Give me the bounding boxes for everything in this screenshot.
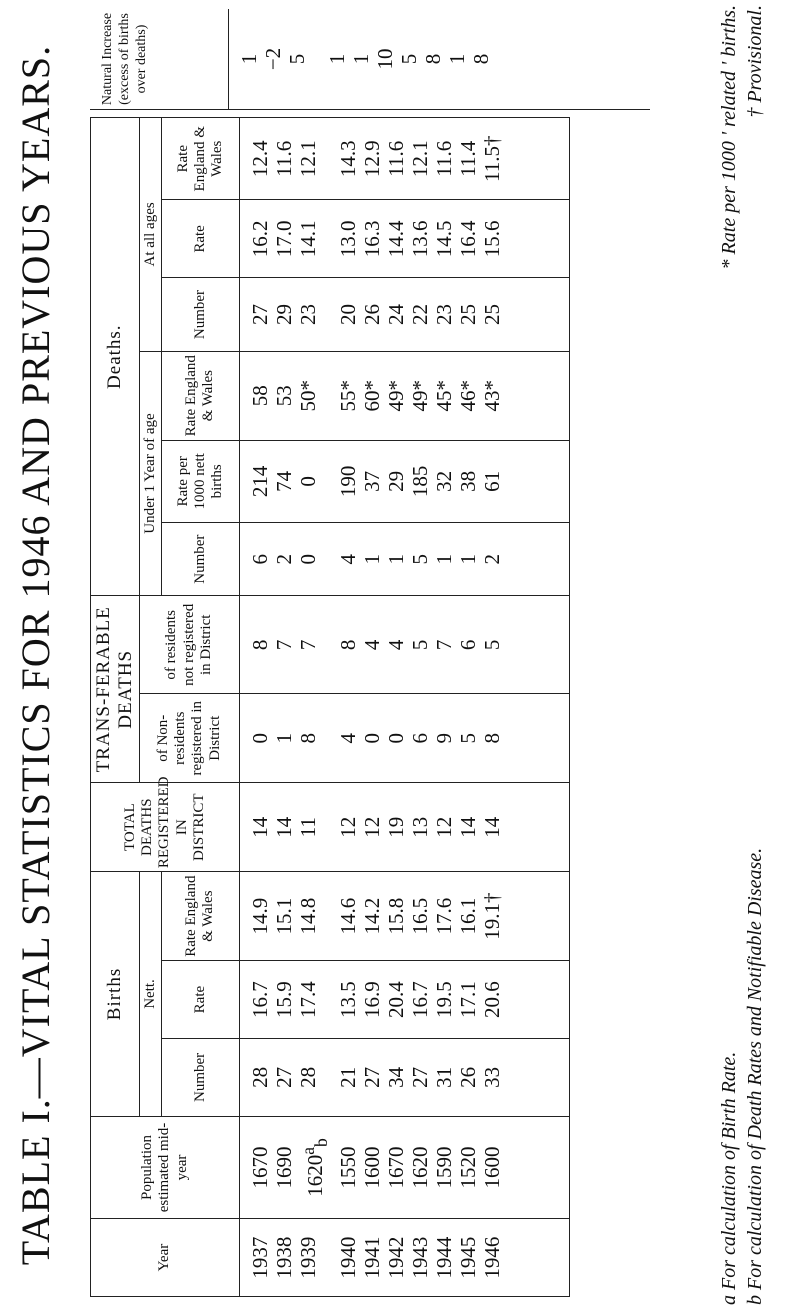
- total-deaths-column: [239, 783, 569, 872]
- table-cell: 4: [335, 553, 360, 565]
- under-1-header: Under 1 Year of age: [139, 351, 161, 596]
- table-cell: 7: [271, 639, 296, 651]
- table-cell: 1: [271, 732, 296, 744]
- all-ages-header: At all ages: [139, 118, 161, 352]
- births-nett-header: Nett.: [139, 872, 161, 1117]
- table-cell: 38: [455, 470, 480, 492]
- table-cell: 1941: [359, 1236, 384, 1279]
- table-cell: 4: [335, 732, 360, 744]
- table-cell: 14.2: [359, 897, 384, 935]
- footnote-star: * Rate per 1000 ' related ' births.: [718, 5, 740, 270]
- table-cell: 5: [407, 553, 432, 565]
- table-cell: 1: [445, 53, 469, 65]
- table-cell: 1670: [247, 1146, 272, 1189]
- footnote-b: b For calculation of Death Rates and Notifiable Disease.: [744, 847, 766, 1305]
- table-cell: 1: [431, 553, 456, 565]
- table-cell: 16.7: [247, 981, 272, 1018]
- table-cell: 34: [383, 1066, 408, 1088]
- table-cell: 1550: [335, 1146, 360, 1189]
- table-cell: 16.4: [455, 220, 480, 258]
- table-cell: 15.9: [271, 981, 296, 1018]
- table-cell: 1600: [479, 1146, 504, 1189]
- table-cell: 1600: [359, 1146, 384, 1189]
- non-residents-column: [239, 694, 569, 783]
- table-cell: 7: [431, 639, 456, 651]
- footnote-marker-b: b: [311, 1138, 332, 1147]
- table-cell: 13: [407, 816, 432, 838]
- table-cell: 1943: [407, 1236, 432, 1279]
- table-cell: 1942: [383, 1236, 408, 1279]
- table-cell: 5: [407, 639, 432, 651]
- table-cell: 13.0: [335, 220, 360, 258]
- footnote-marker-a: a: [297, 1146, 318, 1155]
- table-cell: 1590: [431, 1146, 456, 1189]
- table-cell: 20.4: [383, 981, 408, 1018]
- table-cell: 1: [349, 53, 373, 65]
- births-rate-ew-column: [239, 872, 569, 961]
- table-cell: 1940: [335, 1236, 360, 1279]
- table-cell: 16.5: [407, 897, 432, 935]
- table-cell: 214: [247, 465, 272, 498]
- table-cell: 24: [383, 304, 408, 326]
- table-cell: 2: [479, 553, 504, 565]
- table-cell: 6: [247, 553, 272, 565]
- table-cell: 53: [271, 385, 296, 407]
- table-cell: 1520: [455, 1146, 480, 1189]
- infant-rate-ew-column: [239, 351, 569, 440]
- table-cell: 37: [359, 470, 384, 492]
- footnote-a: a For calculation of Birth Rate.: [718, 1051, 740, 1305]
- deaths-number-column: [239, 278, 569, 351]
- table-cell: 1944: [431, 1236, 456, 1279]
- table-cell: 11: [295, 817, 320, 838]
- transferable-header: TRANS-FERABLE DEATHS: [91, 596, 140, 783]
- table-cell: 27: [247, 304, 272, 326]
- table-cell: 49*: [407, 379, 432, 412]
- table-cell: 29: [383, 470, 408, 492]
- year-header: Year: [91, 1219, 240, 1297]
- table-cell: 26: [455, 1066, 480, 1088]
- table-cell: 1670: [383, 1146, 408, 1189]
- table-cell: 1: [455, 553, 480, 565]
- table-cell: 28: [295, 1066, 320, 1088]
- table-cell: 27: [271, 1066, 296, 1088]
- table-cell: 13.5: [335, 981, 360, 1018]
- table-cell: 16.7: [407, 981, 432, 1018]
- table-cell: 17.1: [455, 981, 480, 1018]
- table-cell: 49*: [383, 379, 408, 412]
- table-cell: 12: [335, 816, 360, 838]
- table-cell: 1938: [271, 1236, 296, 1279]
- table-cell: −2: [261, 47, 285, 71]
- table-cell: 55*: [335, 379, 360, 412]
- infant-rate-header: Rate per 1000 nett births: [161, 440, 239, 522]
- table-cell: 5: [397, 53, 421, 65]
- table-cell: 5: [479, 639, 504, 651]
- table-cell: 21: [335, 1066, 360, 1088]
- natural-increase-column: [90, 9, 650, 110]
- table-cell: 15.6: [479, 220, 504, 258]
- table-cell: 1939: [295, 1236, 320, 1279]
- table-cell: 1: [237, 53, 261, 65]
- table-cell: 8: [479, 732, 504, 744]
- residents-not-column: [239, 596, 569, 694]
- table-cell: 16.3: [359, 220, 384, 258]
- table-cell: 9: [431, 732, 456, 744]
- births-rate-column: [239, 961, 569, 1039]
- table-cell: 12.4: [247, 140, 272, 178]
- table-cell: 23: [431, 304, 456, 326]
- table-cell: 6: [407, 732, 432, 744]
- table-cell: 60*: [359, 379, 384, 412]
- table-cell: 4: [383, 639, 408, 651]
- births-rate-ew-header: Rate England & Wales: [161, 872, 239, 961]
- table-cell: [296, 1120, 332, 1215]
- deaths-rate-header: Rate: [161, 200, 239, 278]
- table-cell: 29: [271, 304, 296, 326]
- table-cell: 43*: [479, 379, 504, 412]
- table-cell: 20: [335, 304, 360, 326]
- table-cell: 58: [247, 385, 272, 407]
- table-cell: 12: [359, 816, 384, 838]
- table-cell: 8: [335, 639, 360, 651]
- footnotes: [718, 5, 770, 1305]
- table-cell: 46*: [455, 379, 480, 412]
- table-cell: 31: [431, 1066, 456, 1088]
- population-header: Population estimated mid-year: [91, 1116, 240, 1218]
- table-cell: 11.4: [455, 140, 480, 177]
- table-cell: 14.6: [335, 897, 360, 935]
- births-number-column: [239, 1039, 569, 1117]
- table-cell: 14.9: [247, 897, 272, 935]
- rotated-page: [10, 5, 790, 1305]
- table-cell: 190: [335, 465, 360, 498]
- table-cell: 16.9: [359, 981, 384, 1018]
- table-cell: 1: [325, 53, 349, 65]
- table-cell: 11.6: [383, 140, 408, 177]
- table-cell: 185: [407, 465, 432, 498]
- table-cell: 2: [271, 553, 296, 565]
- table-cell: 0: [247, 732, 272, 744]
- table-cell: 26: [359, 304, 384, 326]
- total-deaths-header: TOTAL DEATHS REGISTERED IN DISTRICT: [91, 783, 240, 872]
- table-cell: 12.1: [295, 140, 320, 178]
- table-cell: 12.9: [359, 140, 384, 178]
- table-cell: 10: [373, 48, 397, 70]
- population-value: 1620: [302, 1154, 327, 1197]
- table-cell: 1: [383, 553, 408, 565]
- table-cell: 16.1: [455, 897, 480, 935]
- table-cell: 14: [479, 816, 504, 838]
- infant-number-header: Number: [161, 522, 239, 595]
- deaths-rate-ew-column: [239, 118, 569, 200]
- table-cell: 20.6: [479, 981, 504, 1018]
- table-cell: 50*: [295, 379, 320, 412]
- footnote-dagger: † Provisional.: [744, 5, 766, 118]
- table-cell: 7: [295, 639, 320, 651]
- page-title: TABLE I.—VITAL STATISTICS FOR 1946 AND PREVIOUS YEARS.: [13, 44, 58, 1266]
- table-cell: 1945: [455, 1236, 480, 1279]
- population-column: [239, 1116, 569, 1218]
- table-cell: 17.4: [295, 981, 320, 1018]
- table-cell: 8: [295, 732, 320, 744]
- infant-rate-column: [239, 440, 569, 522]
- deaths-rate-column: [239, 200, 569, 278]
- table-cell: 11.5†: [479, 135, 504, 182]
- table-cell: 8: [469, 53, 493, 65]
- table-cell: 25: [455, 304, 480, 326]
- table-cell: 5: [455, 732, 480, 744]
- births-number-header: Number: [161, 1039, 239, 1117]
- table-cell: 17.0: [271, 220, 296, 258]
- table-cell: 15.1: [271, 897, 296, 935]
- births-rate-header: Rate: [161, 961, 239, 1039]
- table-cell: 1937: [247, 1236, 272, 1279]
- table-cell: 1690: [271, 1146, 296, 1189]
- table-cell: 19: [383, 816, 408, 838]
- residents-not-header: of residents not registered in District: [139, 596, 239, 694]
- table-cell: 8: [421, 53, 445, 65]
- births-header: Births: [91, 872, 140, 1117]
- table-cell: 11.6: [431, 140, 456, 177]
- table-cell: 14: [455, 816, 480, 838]
- table-cell: 17.6: [431, 897, 456, 935]
- table-cell: 12: [431, 816, 456, 838]
- table-cell: 15.8: [383, 897, 408, 935]
- table-cell: 28: [247, 1066, 272, 1088]
- table-cell: 14.1: [295, 220, 320, 258]
- table-cell: 16.2: [247, 220, 272, 258]
- vital-statistics-table: [90, 117, 570, 1297]
- table-cell: 32: [431, 470, 456, 492]
- table-cell: 8: [247, 639, 272, 651]
- table-cell: 23: [295, 304, 320, 326]
- table-cell: 0: [295, 553, 320, 565]
- table-cell: 25: [479, 304, 504, 326]
- table-cell: 0: [359, 732, 384, 744]
- deaths-header: Deaths.: [91, 118, 140, 596]
- deaths-number-header: Number: [161, 278, 239, 351]
- table-cell: 22: [407, 304, 432, 326]
- table-cell: 14: [247, 816, 272, 838]
- table-cell: 1620: [407, 1146, 432, 1189]
- infant-number-column: [239, 522, 569, 595]
- table-cell: 14.4: [383, 220, 408, 258]
- year-column: [239, 1219, 569, 1297]
- table-cell: 33: [479, 1066, 504, 1088]
- table-cell: 27: [407, 1066, 432, 1088]
- table-cell: 27: [359, 1066, 384, 1088]
- table-cell: 11.6: [271, 140, 296, 177]
- table-cell: 14: [271, 816, 296, 838]
- table-cell: 5: [285, 53, 309, 65]
- table-cell: 1: [359, 553, 384, 565]
- table-cell: 4: [359, 639, 384, 651]
- table-cell: 12.1: [407, 140, 432, 178]
- table-cell: 0: [383, 732, 408, 744]
- table-cell: 14.3: [335, 140, 360, 178]
- table-cell: 14.5: [431, 220, 456, 258]
- table-cell: 61: [479, 470, 504, 492]
- table-cell: 19.5: [431, 981, 456, 1018]
- natural-increase-header: Natural Increase (excess of births over deaths): [90, 9, 229, 109]
- infant-rate-ew-header: Rate England & Wales: [161, 351, 239, 440]
- table-cell: 14.8: [295, 897, 320, 935]
- table-cell: 74: [271, 470, 296, 492]
- deaths-rate-ew-header: Rate England & Wales: [161, 118, 239, 200]
- non-residents-header: of Non-residents registered in District: [139, 694, 239, 783]
- table-cell: 6: [455, 639, 480, 651]
- table-cell: 19.1†: [479, 892, 504, 940]
- table-cell: 1946: [479, 1236, 504, 1279]
- table-cell: 45*: [431, 379, 456, 412]
- table-cell: 13.6: [407, 220, 432, 258]
- table-cell: 0: [295, 476, 320, 487]
